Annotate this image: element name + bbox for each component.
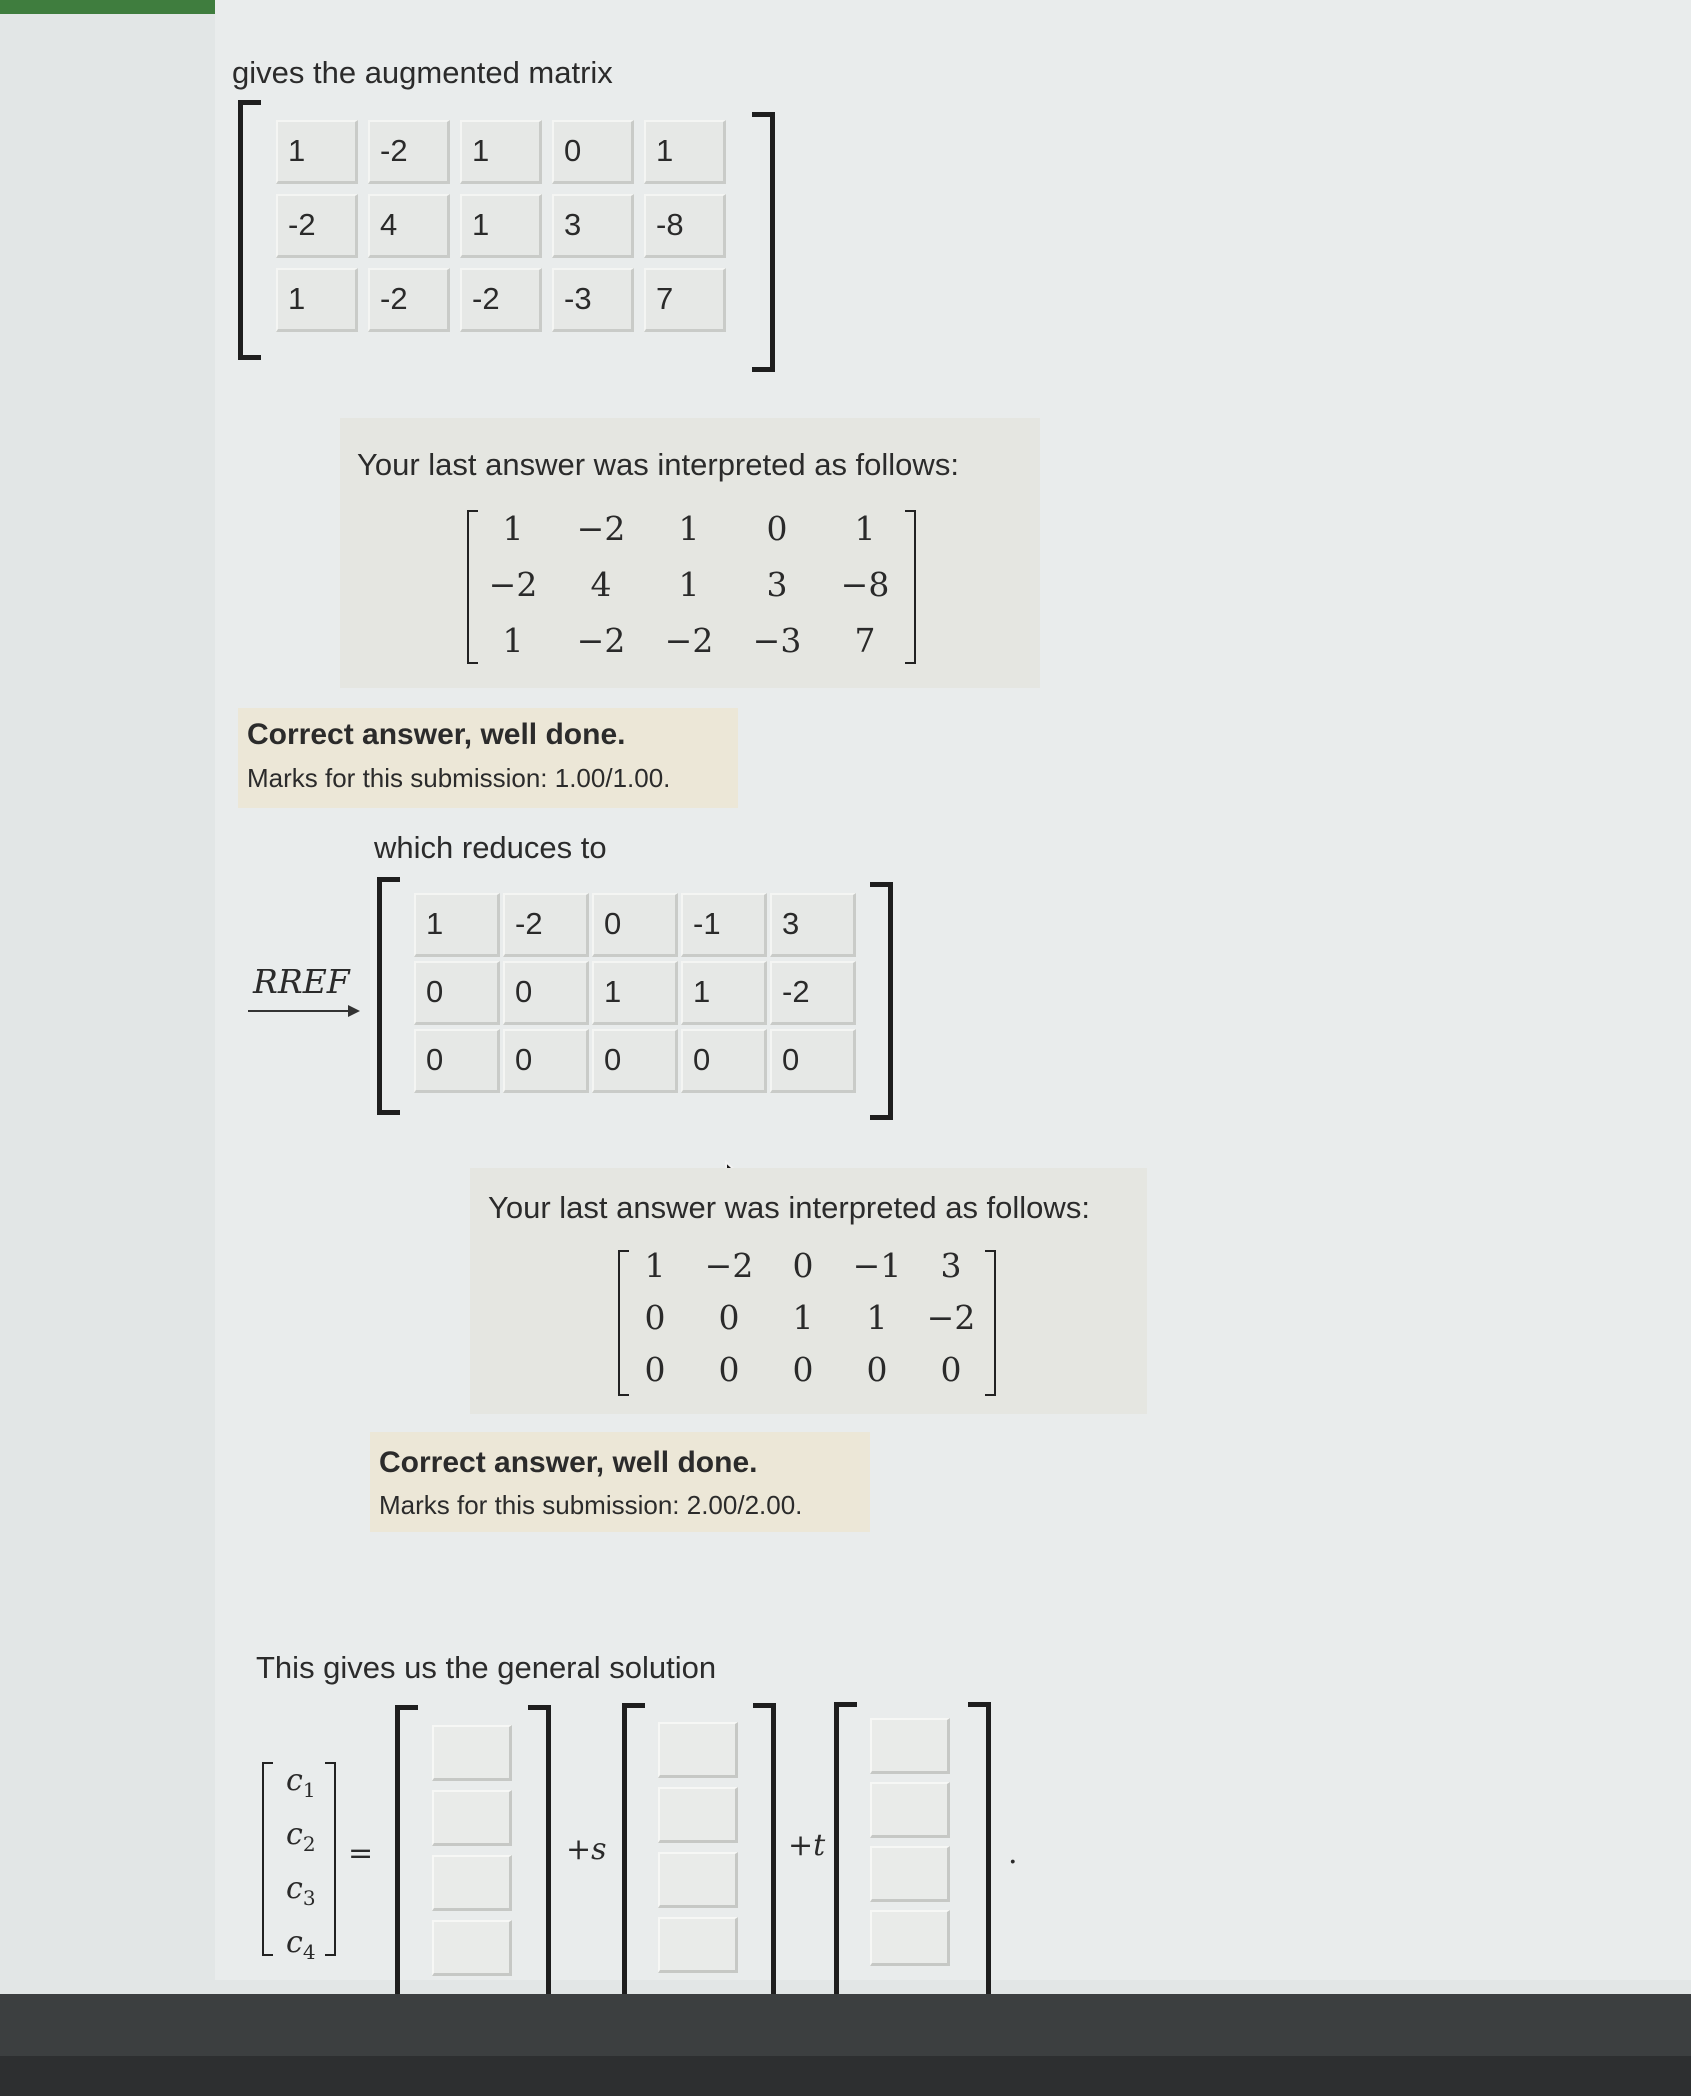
augmented-matrix-cell-r2c2[interactable]: 4	[368, 194, 450, 258]
plus-s-label: +s	[566, 1832, 607, 1867]
arrow-head-icon	[348, 1005, 360, 1017]
matrix-entry: 0	[644, 1298, 666, 1337]
rref-label: RREF	[253, 962, 350, 1001]
vector1-input-2[interactable]	[432, 1790, 512, 1846]
matrix-entry: 0	[644, 1350, 666, 1389]
left-bracket	[395, 1705, 418, 2015]
matrix-entry: 0	[792, 1350, 814, 1389]
matrix-entry: 0	[792, 1246, 814, 1285]
augmented-matrix-cell-r1c2[interactable]: -2	[368, 120, 450, 184]
vector1-input-4[interactable]	[432, 1920, 512, 1976]
matrix-entry: 0	[766, 509, 788, 548]
interpreted-matrix-2	[615, 1246, 1000, 1396]
augmented-matrix-cell-r2c4[interactable]: 3	[552, 194, 634, 258]
rref-matrix-cell-r2c2[interactable]: 0	[503, 961, 589, 1025]
augmented-matrix-cell-r3c4[interactable]: -3	[552, 268, 634, 332]
matrix-entry: 1	[854, 509, 876, 548]
matrix-entry: −2	[704, 1246, 754, 1285]
general-solution-label: This gives us the general solution	[256, 1650, 717, 1685]
rref-matrix-cell-r1c2[interactable]: -2	[503, 893, 589, 957]
interpretation-label-2: Your last answer was interpreted as follows:	[488, 1190, 1090, 1225]
rref-matrix-cell-r2c4[interactable]: 1	[681, 961, 767, 1025]
right-bracket	[752, 112, 775, 372]
matrix-entry: 1	[502, 509, 524, 548]
matrix-entry: 1	[866, 1298, 888, 1337]
augmented-matrix-cell-r3c3[interactable]: -2	[460, 268, 542, 332]
augmented-matrix-cell-r3c1[interactable]: 1	[276, 268, 358, 332]
vector3-input-4[interactable]	[870, 1910, 950, 1966]
vector1-input-1[interactable]	[432, 1725, 512, 1781]
augmented-matrix-cell-r2c1[interactable]: -2	[276, 194, 358, 258]
vector1-input-3[interactable]	[432, 1855, 512, 1911]
left-bracket	[238, 100, 261, 360]
left-bracket	[834, 1702, 857, 2012]
matrix-entry: 1	[502, 621, 524, 660]
vector2-input-2[interactable]	[658, 1787, 738, 1843]
vector2-input-3[interactable]	[658, 1852, 738, 1908]
right-bracket	[905, 510, 916, 664]
vector3-input-2[interactable]	[870, 1782, 950, 1838]
right-bracket	[325, 1762, 336, 1956]
augmented-matrix-cell-r2c3[interactable]: 1	[460, 194, 542, 258]
left-bracket	[377, 877, 400, 1115]
rref-matrix-cell-r2c5[interactable]: -2	[770, 961, 856, 1025]
screen-bezel-edge	[0, 2056, 1691, 2096]
matrix-entry: 1	[792, 1298, 814, 1337]
rref-matrix-cell-r3c3[interactable]: 0	[592, 1029, 678, 1093]
matrix-entry: 1	[678, 509, 700, 548]
vector2-input-4[interactable]	[658, 1917, 738, 1973]
var-c3: $c_3$	[286, 1871, 316, 1910]
rref-matrix-cell-r1c1[interactable]: 1	[414, 893, 500, 957]
rref-matrix-cell-r3c1[interactable]: 0	[414, 1029, 500, 1093]
rref-matrix-cell-r1c3[interactable]: 0	[592, 893, 678, 957]
feedback-title-1: Correct answer, well done.	[247, 718, 626, 751]
right-bracket	[753, 1703, 776, 2013]
var-c1: $c_1$	[286, 1763, 316, 1802]
augmented-matrix-cell-r1c1[interactable]: 1	[276, 120, 358, 184]
rref-matrix-cell-r3c5[interactable]: 0	[770, 1029, 856, 1093]
matrix-entry: 3	[940, 1246, 962, 1285]
rref-matrix-cell-r3c4[interactable]: 0	[681, 1029, 767, 1093]
right-bracket	[528, 1705, 551, 2015]
matrix-entry: 0	[866, 1350, 888, 1389]
right-bracket	[968, 1702, 991, 2012]
left-bracket	[262, 1762, 273, 1956]
rref-matrix-cell-r1c5[interactable]: 3	[770, 893, 856, 957]
right-bracket	[870, 882, 893, 1120]
rref-matrix-cell-r2c3[interactable]: 1	[592, 961, 678, 1025]
matrix-entry: 1	[678, 565, 700, 604]
augmented-matrix-cell-r1c5[interactable]: 1	[644, 120, 726, 184]
rref-matrix-cell-r3c2[interactable]: 0	[503, 1029, 589, 1093]
augmented-matrix-cell-r3c5[interactable]: 7	[644, 268, 726, 332]
augmented-matrix-cell-r1c3[interactable]: 1	[460, 120, 542, 184]
matrix-entry: 3	[766, 565, 788, 604]
matrix-entry: −2	[576, 621, 626, 660]
interpretation-label-1: Your last answer was interpreted as follows:	[357, 447, 959, 482]
matrix-entry: 7	[854, 621, 876, 660]
matrix-entry: 0	[718, 1350, 740, 1389]
intro-text: gives the augmented matrix	[232, 55, 613, 90]
interpreted-matrix-1	[465, 505, 925, 665]
augmented-matrix-cell-r1c4[interactable]: 0	[552, 120, 634, 184]
matrix-entry: −8	[840, 565, 890, 604]
feedback-title-2: Correct answer, well done.	[379, 1446, 758, 1479]
var-c4: $c_4$	[286, 1925, 316, 1964]
period: .	[1008, 1836, 1018, 1871]
feedback-marks-2: Marks for this submission: 2.00/2.00.	[379, 1490, 803, 1520]
augmented-matrix-cell-r3c2[interactable]: -2	[368, 268, 450, 332]
matrix-entry: 0	[940, 1350, 962, 1389]
reduces-label: which reduces to	[374, 830, 607, 865]
vector3-input-1[interactable]	[870, 1718, 950, 1774]
augmented-matrix-cell-r2c5[interactable]: -8	[644, 194, 726, 258]
var-c2: $c_2$	[286, 1817, 316, 1856]
left-bracket	[622, 1703, 645, 2013]
matrix-entry: −2	[576, 509, 626, 548]
rref-matrix-cell-r1c4[interactable]: -1	[681, 893, 767, 957]
matrix-entry: −1	[852, 1246, 902, 1285]
equals-sign: =	[348, 1836, 374, 1871]
rref-arrow	[248, 1010, 348, 1012]
vector2-input-1[interactable]	[658, 1722, 738, 1778]
matrix-entry: 0	[718, 1298, 740, 1337]
feedback-marks-1: Marks for this submission: 1.00/1.00.	[247, 763, 671, 793]
matrix-entry: −2	[664, 621, 714, 660]
plus-t-label: +t	[788, 1828, 826, 1863]
matrix-entry: −2	[488, 565, 538, 604]
matrix-entry: −2	[926, 1298, 976, 1337]
matrix-entry: 4	[590, 565, 612, 604]
matrix-entry: −3	[752, 621, 802, 660]
rref-matrix-cell-r2c1[interactable]: 0	[414, 961, 500, 1025]
matrix-entry: 1	[644, 1246, 666, 1285]
vector3-input-3[interactable]	[870, 1846, 950, 1902]
